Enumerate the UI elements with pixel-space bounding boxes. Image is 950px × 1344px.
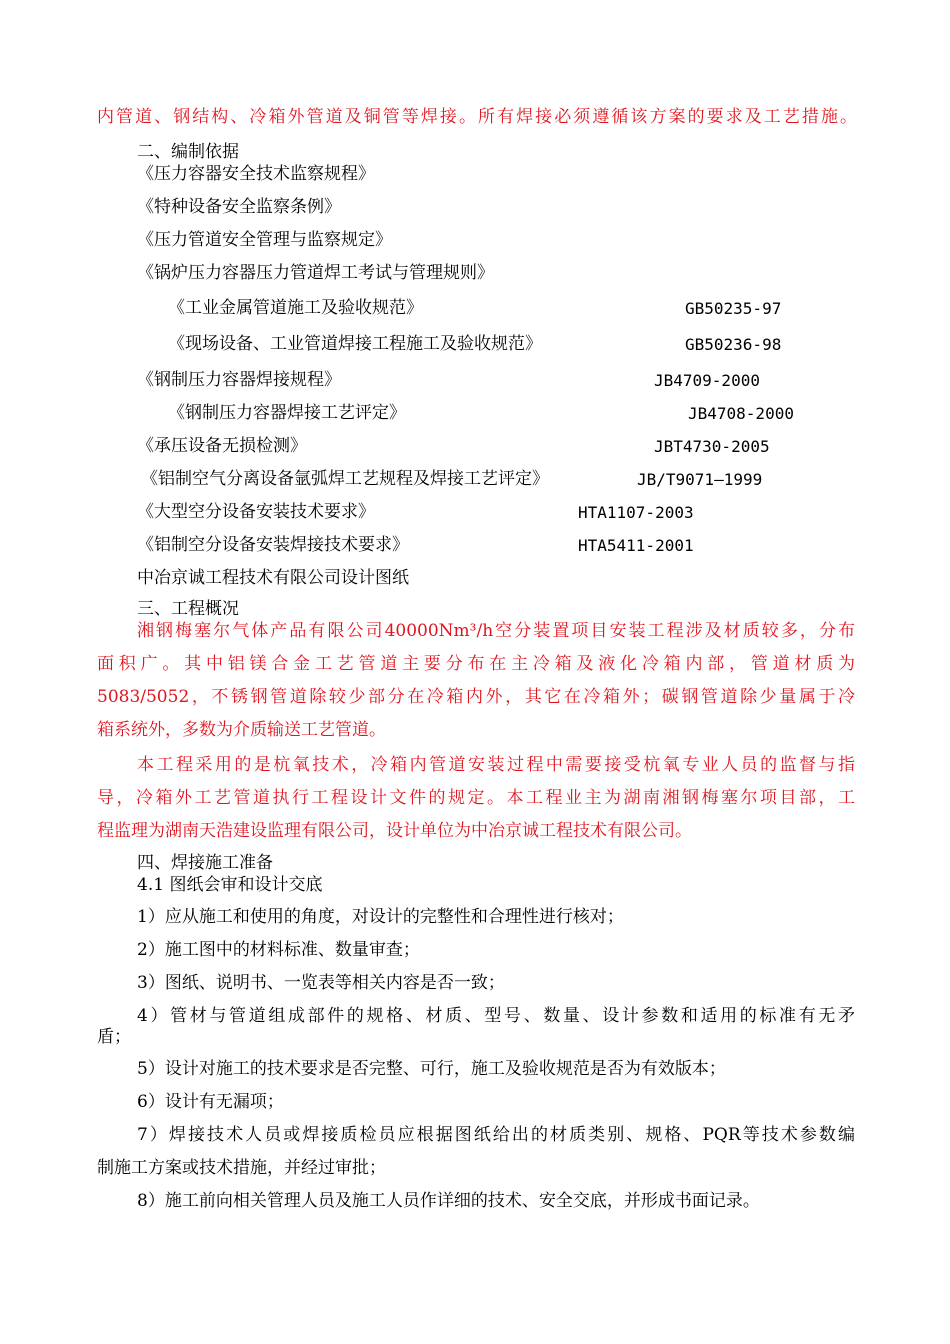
overview-line: 面积广。其中铝镁合金工艺管道主要分布在主冷箱及液化冷箱内部，管道材质为 (97, 654, 855, 674)
list-item: 4）管材与管道组成部件的规格、材质、型号、数量、设计参数和适用的标准有无矛 (137, 1006, 855, 1026)
reference-title: 《铝制空气分离设备氩弧焊工艺规程及焊接工艺评定》 (141, 469, 549, 489)
reference-title: 中冶京诚工程技术有限公司设计图纸 (137, 568, 409, 588)
list-item-continuation: 盾； (97, 1027, 131, 1047)
reference-title: 《钢制压力容器焊接工艺评定》 (168, 403, 406, 423)
intro-text: 内管道、钢结构、冷箱外管道及铜管等焊接。所有焊接必须遵循该方案的要求及工艺措施。 (97, 107, 857, 127)
reference-title: 《钢制压力容器焊接规程》 (137, 370, 341, 390)
section-heading-overview: 三、工程概况 (137, 599, 239, 619)
reference-title: 《锅炉压力容器压力管道焊工考试与管理规则》 (137, 263, 494, 283)
overview-line: 5083/5052，不锈钢管道除较少部分在冷箱内外，其它在冷箱外；碳钢管道除少量属于冷 (97, 687, 855, 707)
overview-line: 箱系统外，多数为介质输送工艺管道。 (97, 720, 386, 740)
overview-line: 湘钢梅塞尔气体产品有限公司40000Nm³/h空分装置项目安装工程涉及材质较多，分布 (137, 621, 855, 641)
section-heading-basis: 二、编制依据 (137, 142, 239, 162)
reference-title: 《现场设备、工业管道焊接工程施工及验收规范》 (168, 334, 542, 354)
list-item: 5）设计对施工的技术要求是否完整、可行，施工及验收规范是否为有效版本； (137, 1059, 726, 1079)
overview-line: 程监理为湖南天浩建设监理有限公司，设计单位为中冶京诚工程技术有限公司。 (97, 821, 692, 841)
reference-code: HTA1107-2003 (578, 503, 694, 522)
reference-code: HTA5411-2001 (578, 536, 694, 555)
list-item: 2）施工图中的材料标准、数量审查； (137, 940, 420, 960)
overview-line: 本工程采用的是杭氧技术，冷箱内管道安装过程中需要接受杭氧专业人员的监督与指 (137, 755, 855, 775)
list-item: 8）施工前向相关管理人员及施工人员作详细的技术、安全交底，并形成书面记录。 (137, 1191, 760, 1211)
list-item: 6）设计有无漏项； (137, 1092, 284, 1112)
reference-code: JB4709-2000 (654, 371, 760, 390)
subsection-heading-drawing-review: 4.1 图纸会审和设计交底 (137, 875, 323, 895)
list-item: 7）焊接技术人员或焊接质检员应根据图纸给出的材质类别、规格、PQR等技术参数编 (137, 1125, 855, 1145)
reference-code: JBT4730-2005 (654, 437, 770, 456)
section-heading-preparation: 四、焊接施工准备 (137, 853, 273, 873)
reference-title: 《压力管道安全管理与监察规定》 (137, 230, 392, 250)
reference-title: 《工业金属管道施工及验收规范》 (168, 298, 423, 318)
list-item: 1）应从施工和使用的角度，对设计的完整性和合理性进行核对； (137, 907, 624, 927)
reference-title: 《压力容器安全技术监察规程》 (137, 164, 375, 184)
overview-line: 导，冷箱外工艺管道执行工程设计文件的规定。本工程业主为湖南湘钢梅塞尔项目部，工 (97, 788, 855, 808)
reference-code: JB4708-2000 (688, 404, 794, 423)
reference-title: 《铝制空分设备安装焊接技术要求》 (137, 535, 409, 555)
reference-title: 《特种设备安全监察条例》 (137, 197, 341, 217)
reference-code: JB/T9071—1999 (637, 470, 763, 489)
reference-title: 《大型空分设备安装技术要求》 (137, 502, 375, 522)
list-item-continuation: 制施工方案或技术措施，并经过审批； (97, 1158, 386, 1178)
reference-title: 《承压设备无损检测》 (137, 436, 307, 456)
reference-code: GB50235-97 (685, 299, 782, 318)
list-item: 3）图纸、说明书、一览表等相关内容是否一致； (137, 973, 505, 993)
reference-code: GB50236-98 (685, 335, 782, 354)
